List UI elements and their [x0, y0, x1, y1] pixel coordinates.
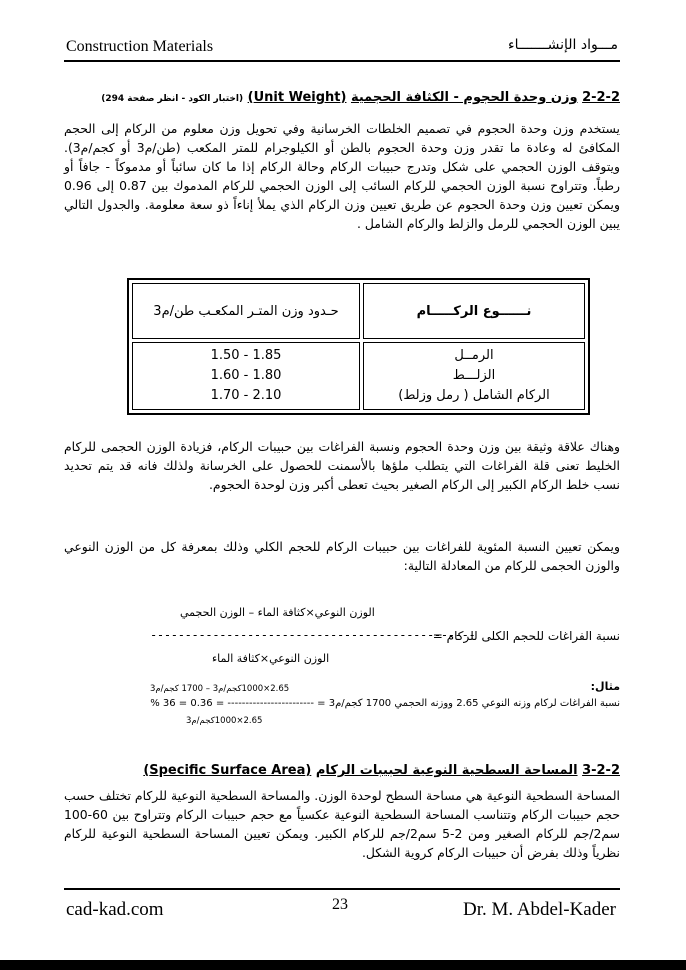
formula-numerator: الوزن النوعي×كثافة الماء – الوزن الحجمي: [180, 606, 375, 619]
formula-fraction-line: -----------------------------------------------: [150, 628, 476, 642]
unit-weight-table: [127, 278, 590, 415]
section-title-ar: وزن وحدة الحجوم - الكثافة الحجمية: [350, 90, 578, 105]
formula-denominator: الوزن النوعي×كثافة الماء: [212, 652, 330, 665]
range-all-in: 1.70 - 2.10: [210, 388, 282, 403]
section-note: (اختبار الكود - انظر صفحة 294): [101, 94, 244, 104]
paragraph-surface-area: المساحة السطحية النوعية هي مساحة السطح لوحدة الوزن. والمساحة السطحية النوعية للركام تختلف حسب حجم حبيبات الركام وتتناسب المساحة السطحية النوعية عكسياً مع حجم حبيبات الركام وتتراوح بين 60-100 سم2/جم للركام الصغير ومن 2-5 سم2/جم للركام الكبير. ويمكن تعيين المساحة السطحية النوعية للركام نظرياً وذلك بفرض أن حبيبات الركام كروية الشكل.: [64, 788, 620, 860]
footer-website: cad-kad.com: [66, 899, 164, 920]
range-sand: 1.50 - 1.85: [210, 348, 282, 363]
header-left-title: Construction Materials: [66, 38, 214, 55]
section-title-en: (Unit Weight): [247, 90, 347, 105]
example-line: نسبة الفراغات لركام وزنه النوعي 2.65 ووزنه الحجمي 1700 كجم/م3 = ------------------------ = 0.36 = 36 %: [150, 698, 620, 709]
section2-title-ar: المساحة السطحية النوعية لحبيبات الركام: [315, 763, 578, 778]
type-all-in: الركام الشامل ( رمل وزلط): [398, 388, 550, 403]
header-rule: [64, 60, 620, 62]
section2-number: 3-2-2: [582, 763, 620, 778]
table-range-cell: [132, 342, 360, 410]
section-number: 2-2-2: [582, 90, 620, 105]
formula-lhs: نسبة الفراغات للحجم الكلى للركام =: [432, 629, 620, 643]
type-gravel: الزلـــط: [452, 368, 496, 383]
section-heading-unit-weight: [101, 90, 620, 105]
footer-page-number: 23: [332, 896, 348, 913]
example-denominator: 2.65×1000كجم/م3: [186, 716, 263, 726]
section-heading-surface-area: [143, 763, 620, 778]
bottom-border-bar: [0, 960, 686, 970]
table-header-type: نــــــوع الركـــــام: [363, 283, 585, 339]
footer-rule: [64, 888, 620, 890]
paragraph-voids-relation: وهناك علاقة وثيقة بين وزن وحدة الحجوم ونسبة الفراغات بين حبيبات الركام، فزيادة الوزن الحجمى للركام الخليط تعنى قلة الفراغات التي يتطلب ملؤها بالأسمنت للحصول على الخرسانة ولذلك فانه قد يتم تحديد نسب خلط الركام الكبير إلى الركام الصغير بحيث تعطى أكبر وزن لوحدة الحجوم.: [64, 439, 620, 492]
example-label: مثال:: [590, 680, 620, 693]
header-right-title: مـــواد الإنشـــــــاء: [508, 37, 618, 53]
table-type-cell: [363, 342, 585, 410]
example-numerator: 2.65×1000كجم/م3 – 1700 كجم/م3: [150, 684, 290, 694]
type-sand: الرمــل: [454, 348, 494, 363]
footer-author: Dr. M. Abdel-Kader: [462, 899, 616, 920]
paragraph-unit-weight: يستخدم وزن وحدة الحجوم في تصميم الخلطات الخرسانية وفي تحويل وزن معلوم من الركام إلى الحجم المكافئ له وعادة ما تقدر وزن وحدة الحجوم بالطن أو الكيلوجرام للمتر المكعب (طن/م3 أو كجم/م3). ويتوقف الوزن الحجمي على شكل وتدرج حبيبات الركام وحالة الركام إذا ما كان سائباً أو مدموكاً - جافاً أو رطباً. وتتراوح نسبة الوزن الحجمي للركام السائب إلى الوزن الحجمي للركام المدموك بين 0.87 إلى 0.96 ويمكن تعيين وزن وحدة الحجوم عن طريق تعيين وزن الركام الذي يملأ إناءاً ذو سعة معلومة. والجدول التالي يبين الوزن الحجمي للرمل والزلط والركام الشامل .: [64, 121, 620, 231]
section2-title-en: (Specific Surface Area): [143, 763, 312, 778]
table-header-range: حـدود وزن المتـر المكعـب طن/م3: [132, 283, 360, 339]
range-gravel: 1.60 - 1.80: [210, 368, 282, 383]
paragraph-voids-method: ويمكن تعيين النسبة المئوية للفراغات بين حبيبات الركام للحجم الكلي وذلك بمعرفة كل من الوزن النوعي والوزن الحجمى للركام من المعادلة التالية:: [64, 539, 620, 573]
